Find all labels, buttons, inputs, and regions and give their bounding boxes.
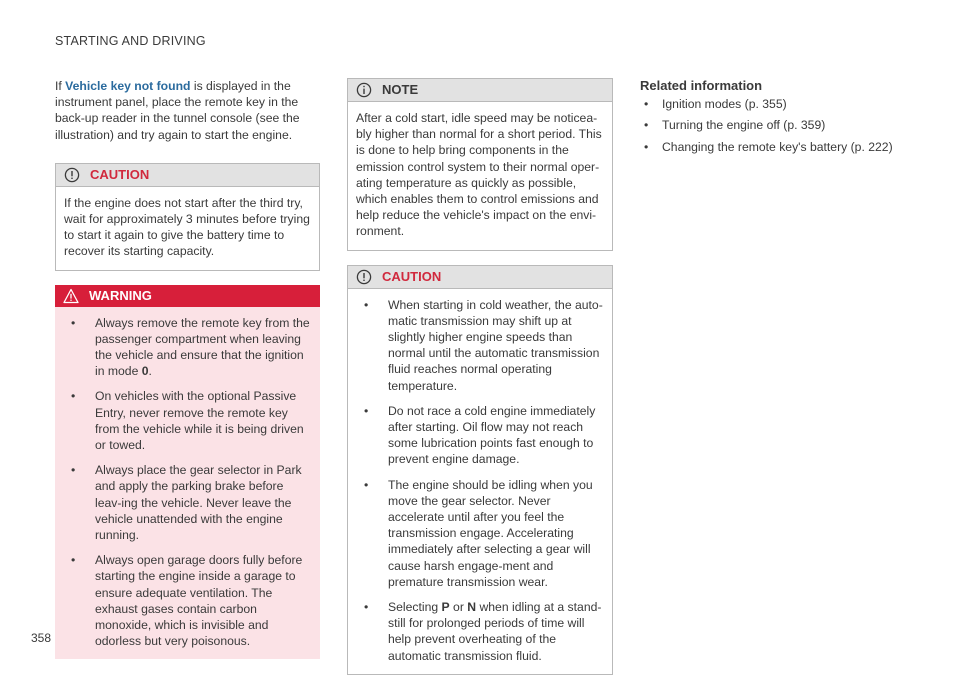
exclamation-circle-icon <box>64 167 80 183</box>
caution-body <box>56 187 319 270</box>
list-item: • When starting in cold weather, the auto-matic transmission may shift up at slightly higher engine speeds than normal until the automatic transmission fluid reaches normal operating temperature. <box>364 297 603 393</box>
warning-box <box>55 285 320 660</box>
caution-text: If the engine does not start after the third try, wait for approximately 3 minutes before trying to start it again to give the battery time to recover its starting capacity. <box>64 195 310 259</box>
warning-title: WARNING <box>89 287 152 303</box>
warning-list <box>63 315 312 650</box>
intro-prefix: If <box>55 79 66 93</box>
caution-header-2 <box>348 266 612 289</box>
warning-body <box>55 307 320 660</box>
note-title: NOTE <box>382 81 419 97</box>
list-item: • The engine should be idling when you move the gear selector. Never accelerate until after you feel the transmission engage. Accelerating immediately after selecting a gear will cause harsh engage-ment and premature transmission wear. <box>364 477 593 589</box>
page-number: 358 <box>31 631 52 645</box>
info-circle-icon <box>356 82 372 98</box>
column-left <box>55 78 320 659</box>
caution-list <box>356 297 604 664</box>
caution-body-2 <box>348 289 612 674</box>
caution-header <box>56 164 319 187</box>
list-item: • Always remove the remote key from the passenger compartment when leaving the vehicle and ensure that the ignition in mode 0. <box>71 315 310 379</box>
column-right <box>640 78 910 160</box>
list-item: • Do not race a cold engine immediately after starting. Oil flow may not reach some lubrication points fast enough to prevent engine damage. <box>364 403 596 467</box>
note-box <box>347 78 613 251</box>
list-item: • On vehicles with the optional Passive Entry, never remove the remote key from the vehicle while it is being driven or towed. <box>71 389 304 453</box>
vehicle-key-not-found-message: Vehicle key not found <box>65 79 191 93</box>
related-information-heading: Related information <box>640 78 763 93</box>
caution-box <box>55 163 320 271</box>
exclamation-circle-icon <box>356 269 372 285</box>
list-item: • Always open garage doors fully before starting the engine inside a garage to ensure adequate ventilation. The exhaust gases contain carbon monoxide, which is invisible and odorless but very poisonous. <box>71 553 303 649</box>
list-item: • Always place the gear selector in Park and apply the parking brake before leav-ing the vehicle. Never leave the vehicle unattended with the engine running. <box>71 463 302 543</box>
note-text: After a cold start, idle speed may be noticea-bly higher than normal for a short period. This is done to help bring components in the emission control system to their normal oper-ating temperature as quickly as possible, which enables them to control emissions and help reduce the vehicle's impact on the envi-ronment. <box>356 111 602 239</box>
caution-title: CAUTION <box>90 166 150 182</box>
running-header: STARTING AND DRIVING <box>55 34 206 48</box>
related-link-turning-engine-off[interactable]: • Turning the engine off (p. 359) <box>644 118 826 133</box>
caution-title-2: CAUTION <box>382 268 442 284</box>
warning-header <box>55 285 320 307</box>
note-header <box>348 79 612 102</box>
column-middle <box>347 78 613 675</box>
intro-paragraph <box>55 78 320 143</box>
caution-box-2 <box>347 265 613 675</box>
related-links-list <box>640 96 910 155</box>
intro-rest: is displayed in the instrument panel, place the remote key in the back-up reader in the tunnel console (see the illustration) and try again to start the engine. <box>55 79 300 142</box>
related-link-changing-battery[interactable]: • Changing the remote key's battery (p. 222) <box>644 139 893 154</box>
note-body <box>348 102 612 250</box>
related-link-ignition-modes[interactable]: • Ignition modes (p. 355) <box>644 97 787 112</box>
warning-triangle-icon <box>63 288 79 304</box>
list-item: • Selecting P or N when idling at a stand-still for prolonged periods of time will help prevent overheating of the automatic transmission fluid. <box>364 600 602 663</box>
